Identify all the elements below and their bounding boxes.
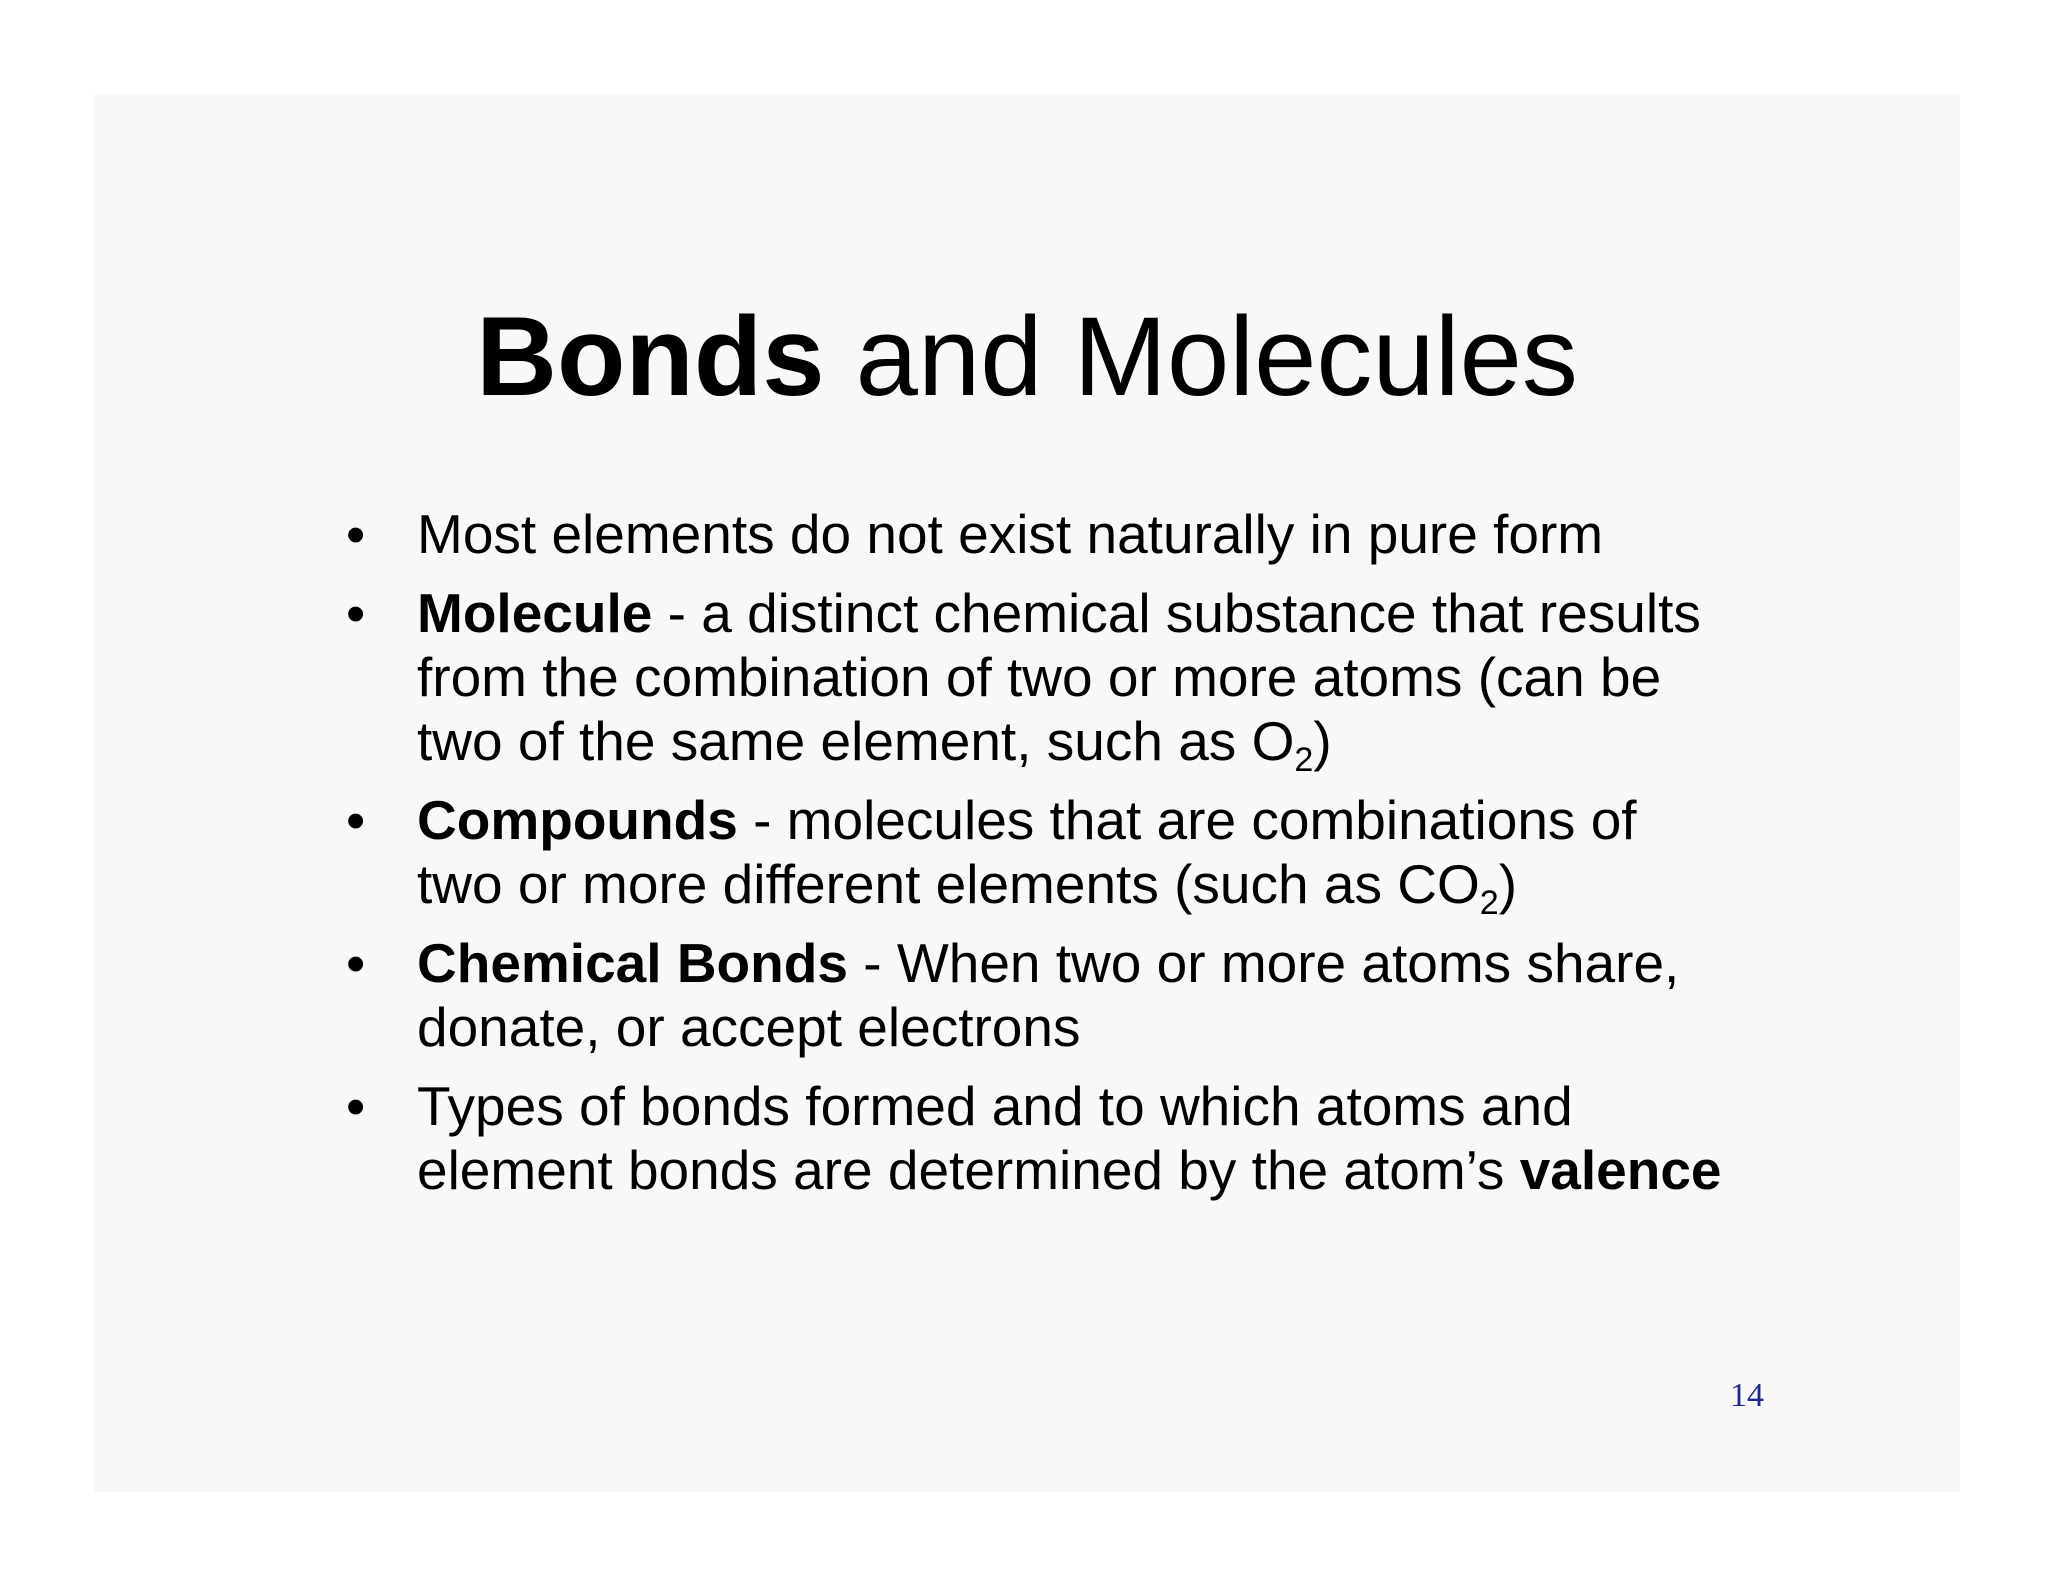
bullet-text-end: )	[1313, 710, 1332, 772]
bullet-icon: •	[346, 932, 366, 994]
bullet-text-end: )	[1498, 853, 1518, 915]
slide	[94, 94, 1960, 1492]
bullet-text: - molecules that are combinations of two or more different elements (such as CO	[417, 789, 1637, 915]
bullet-item-compounds	[324, 788, 1724, 922]
bullet-item-valence	[324, 1074, 1724, 1202]
bullet-icon: •	[346, 503, 366, 565]
subscript: 2	[1294, 740, 1314, 779]
bullet-term: Molecule	[417, 582, 653, 644]
bullet-list	[324, 502, 1724, 1217]
bullet-item-molecule	[324, 581, 1724, 779]
bullet-term: Chemical Bonds	[417, 932, 848, 994]
slide-title-rest: and Molecules	[824, 294, 1578, 419]
bullet-item-chemical-bonds	[324, 931, 1724, 1059]
bullet-icon: •	[346, 1075, 366, 1137]
slide-title	[94, 282, 1960, 432]
bullet-icon: •	[346, 789, 366, 851]
subscript: 2	[1479, 883, 1499, 922]
bullet-text: Types of bonds formed and to which atoms and element bonds are determined by the atom’s	[417, 1075, 1573, 1201]
bullet-text: - When two or more atoms share, donate, or accept electrons	[417, 932, 1680, 1058]
bullet-item-pure-form	[324, 502, 1724, 566]
bullet-term: Compounds	[417, 789, 738, 851]
bullet-text: - a distinct chemical substance that results from the combination of two or more atoms (can be two of the same element, such as O	[417, 582, 1701, 772]
bullet-icon: •	[346, 582, 366, 644]
bullet-term-valence: valence	[1519, 1139, 1722, 1201]
page-number: 14	[1730, 1377, 1764, 1414]
slide-title-bold: Bonds	[476, 294, 825, 419]
bullet-text: Most elements do not exist naturally in pure form	[417, 503, 1604, 565]
